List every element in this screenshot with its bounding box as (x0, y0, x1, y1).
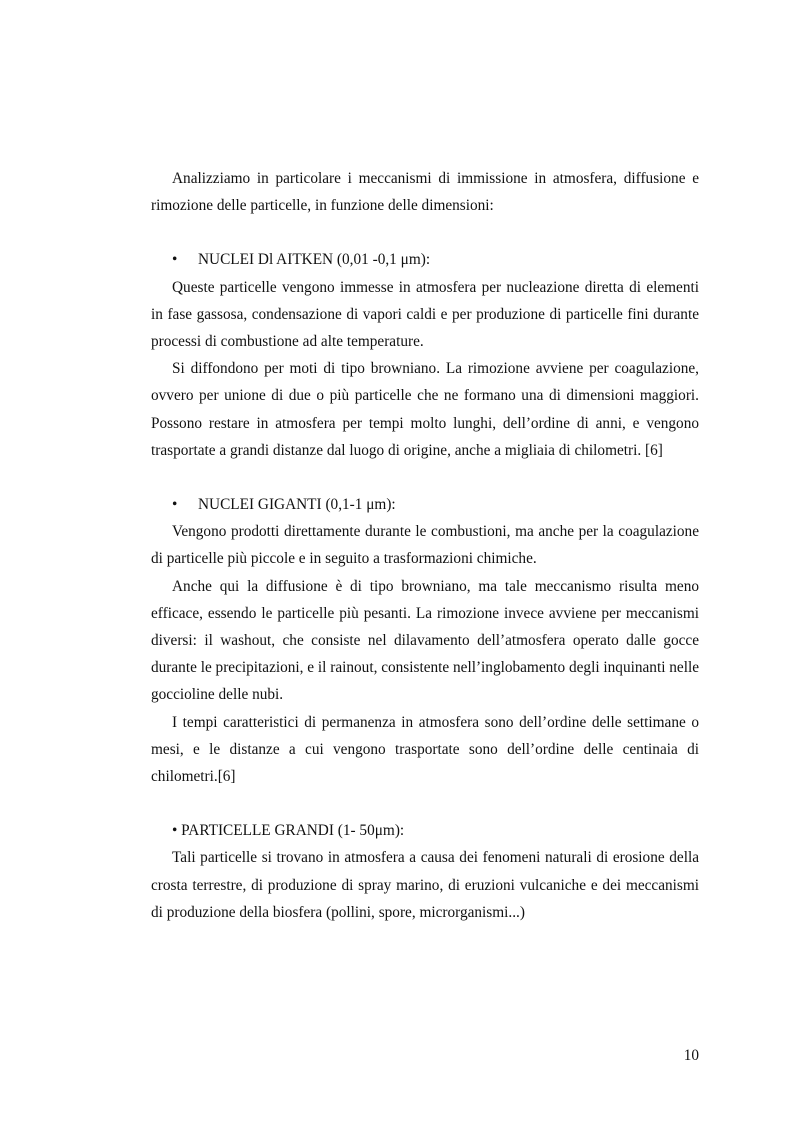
grandi-paragraph-1: Tali particelle si trovano in atmosfera a causa dei fenomeni naturali di erosione della crosta terrestre, di produzione di spray marino, di eruzioni vulcaniche e dei meccanismi di produzione della biosfera (pollini, spore, microrganismi...) (151, 849, 699, 921)
aitken-paragraph-1: Queste particelle vengono immesse in atmosfera per nucleazione diretta di elementi in fase gassosa, condensazione di vapori caldi e per produzione di particelle fini durante processi di combustione ad alte temperature. (151, 278, 699, 351)
bullet-icon: • (172, 251, 178, 269)
intro-paragraph: Analizziamo in particolare i meccanismi di immissione in atmosfera, diffusione e rimozione delle particelle, in funzione delle dimensioni: (151, 170, 699, 215)
bullet-icon: • (172, 496, 178, 514)
page-body (151, 165, 699, 926)
giganti-paragraph-1: Vengono prodotti direttamente durante le combustioni, ma anche per la coagulazione di particelle più piccole e in seguito a trasformazioni chimiche. (151, 523, 699, 568)
giganti-paragraph-3: I tempi caratteristici di permanenza in atmosfera sono dell’ordine delle settimane o mesi, e le distanze a cui vengono trasportate sono dell’ordine delle centinaia di chilometri.[6] (151, 713, 699, 786)
giganti-paragraph-2: Anche qui la diffusione è di tipo browniano, ma tale meccanismo risulta meno efficace, essendo le particelle più pesanti. La rimozione invece avviene per meccanismi diversi: il washout, che consiste nel dilavamento dell’atmosfera operato dalle gocce durante le precipitazioni, e il rainout, consistente nell’inglobamento degli inquinanti nelle goccioline delle nubi. (151, 577, 699, 704)
page-number: 10 (683, 1047, 699, 1064)
giganti-heading (151, 491, 699, 518)
giganti-heading-text: NUCLEI GIGANTI (0,1-1 μm): (198, 496, 396, 514)
aitken-heading-text: NUCLEI Dl AITKEN (0,01 -0,1 μm): (198, 251, 431, 269)
aitken-heading (151, 246, 699, 273)
grandi-heading: • PARTICELLE GRANDI (1- 50μm): (172, 822, 405, 840)
aitken-paragraph-2: Si diffondono per moti di tipo browniano. La rimozione avviene per coagulazione, ovvero per unione di due o più particelle che ne formano una di dimensioni maggiori. Possono restare in atmosfera per tempi molto lunghi, dell’ordine di anni, e vengono trasportate a grandi distanze dal luogo di origine, anche a migliaia di chilometri. [6] (151, 360, 699, 459)
